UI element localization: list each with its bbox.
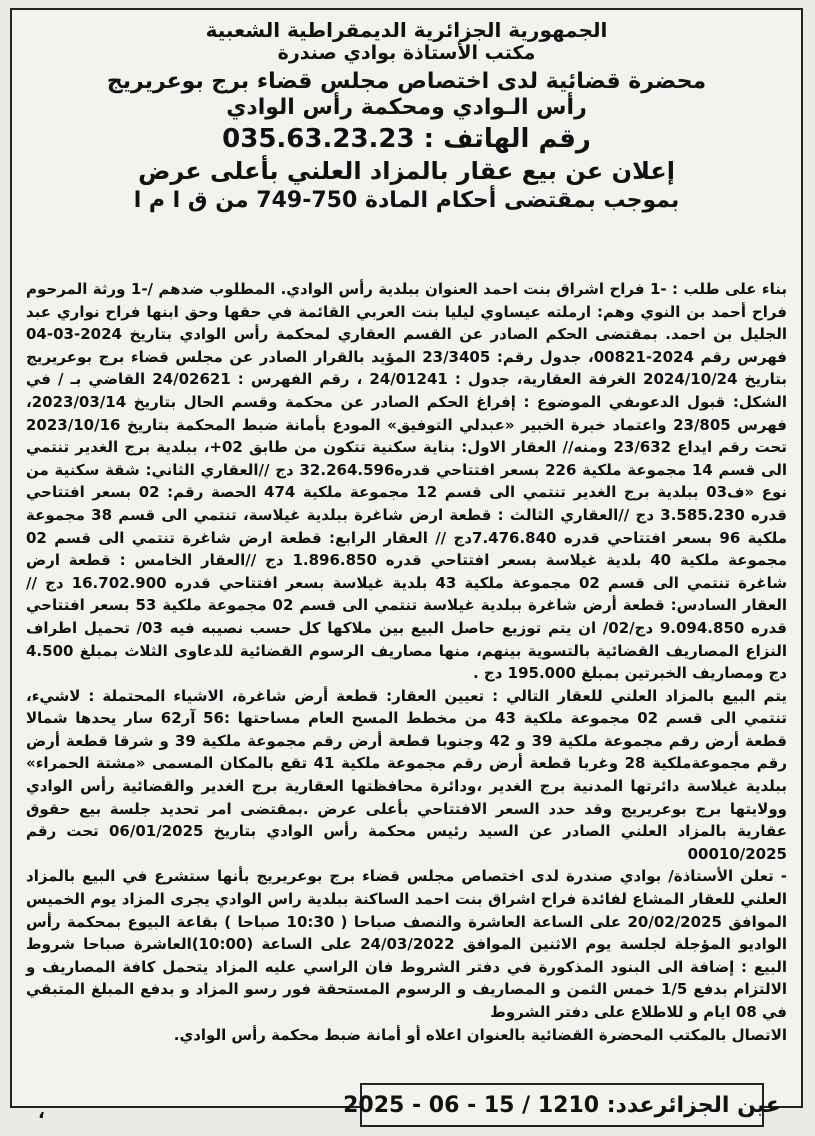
- legal-basis: بموجب بمقتضى أحكام المادة 750-749 من ق ا م ا: [133, 187, 680, 213]
- announcement-body: [26, 278, 787, 1046]
- paragraph-property: يتم البيع بالمزاد العلني للعقار التالي : تعيين العقار: قطعة أرض شاغرة، الاشياء المحتملة : لاشيء، تنتمي الى قسم 02 مجموعة ملكية 43 من مخطط المسح العام مساحتها :56 آر62 سار يحدها شمالا قطعة أرض رقم مجموعة ملكية 39 و 42 وجنوبا قطعة أرض رقم مجموعة ملكية 39 و شرقا قطعة أرض رقم مجموعةملكية 28 وغربا قطعة أرض رقم مجموعة ملكية 41 تقع بالمكان المسمى «مشتة الحمراء» ببلدية غيلاسة دائرتها المدنية برج الغدير ،ودائرة محافظتها العقارية برج الغدير والقضائية رأس الوادي وولايتها برج بوعريريج وقد حدد السعر الافتتاحي بأعلى عرض .بمقتضى امر تحديد جلسة بيع حقوق عقارية بالمزاد العلني الصادر عن السيد رئيس محكمة رأس الوادي بتاريخ 06/01/2025 تحت رقم 00010/2025: [26, 686, 787, 863]
- announcement-frame: [10, 8, 803, 1108]
- issue-number: عين الجزائرعدد: 1210 / 15 - 06 - 2025: [343, 1092, 781, 1118]
- paragraph-judgment: بناء على طلب : -1 فراح اشراق بنت احمد العنوان ببلدية رأس الوادي. المطلوب ضدهم /-1 ورثة المرحوم فراح أحمد بن النوي وهم: ارملته عيساوي ليليا بنت العربي القائمة في حقها وحق ابنها فراح نواري عبد الجليل بن احمد. بمقتضى الحكم الصادر عن القسم العقاري لمحكمة رأس الوادي بتاريخ 2024-03-04 فهرس رقم 2024-00821، جدول رقم: 23/3405 المؤيد بالقرار الصادر عن مجلس قضاء برج بوعريريج بتاريخ 2024/10/24 الغرفة العقارية، جدول : 24/01241 ، رقم الفهرس : 24/02621 القاضي بـ / في الشكل: قبول الدعوىفي الموضوع : إفراغ الحكم الصادر عن محكمة وقسم الحال بتاريخ 2023/03/14، فهرس 23/805 واعتماد خبرة الخبير «عبدلي التوفيق» المودع بأمانة ضبط المحكمة بتاريخ 2023/10/16 تحت رقم ايداع 23/632 ومنه// العقار الاول: بناية سكنية تتكون من طابق 02+، ببلدية برج الغدير تنتمي الى قسم 14 مجموعة ملكية 226 بسعر افتتاحي قدره32.264.596 دج //العقاري الثاني: شقة سكنية من نوع «ف03 ببلدية برج الغدير تنتمي الى قسم 12 مجموعة ملكية 474 الحصة رقم: 02 بسعر افتتاحي قدره 3.585.230 دج //العقاري الثالث : قطعة ارض شاغرة ببلدية غيلاسة، تنتمي الى قسم 38 مجموعة ملكية 96 بسعر افتتاحي قدره 7.476.840دج // العقار الرابع: قطعة ارض شاغرة تنتمي الى قسم 02 مجموعة ملكية 40 بلدية غيلاسة بسعر افتتاحي قدره 1.896.850 دج //العقار الخامس : قطعة ارض شاغرة تنتمي الى قسم 02 مجموعة ملكية 43 بلدية غيلاسة بسعر افتتاحي قدره 16.702.900 دج // العقار السادس: قطعة أرض شاغرة ببلدية غيلاسة تنتمي الى قسم 02 مجموعة ملكية 53 بسعر افتتاحي قدره 9.094.850 دج/02/ ان يتم توزيع حاصل البيع بين ملاكها كل حسب نصيبه فيه 03/ تحميل اطراف النزاع المصاريف القضائية بالتسوية بينهم، منها مصاريف الرسوم القضائية للدعاوى الثلاث بمبلغ 4.500 دج ومصاريف الخبرتين بمبلغ 195.000 دج .: [26, 280, 788, 683]
- header: [12, 10, 801, 214]
- phone-number: رقم الهاتف : 035.63.23.23: [222, 123, 591, 154]
- paragraph-contact: الاتصال بالمكتب المحضرة القضائية بالعنوان اعلاه أو أمانة ضبط محكمة رأس الوادي.: [173, 1025, 787, 1044]
- office-name: مكتب الأستاذة بوادي صندرة: [277, 42, 536, 64]
- announcement-title: إعلان عن بيع عقار بالمزاد العلني بأعلى عرض: [138, 156, 675, 185]
- court-name: رأس الـوادي ومحكمة رأس الوادي: [226, 95, 587, 121]
- paragraph-auction-terms: - تعلن الأستاذة/ بوادي صندرة لدى اختصاص مجلس قضاء برج بوعريريج بأنها ستشرع في البيع بالمزاد العلني للعقار المشاع لفائدة فراح اشراق بنت احمد الساكنة ببلدية راس الوادي يجرى المزاد يوم الخميس الموافق 20/02/2025 على الساعة العاشرة والنصف صباحا ( 10:30 صباحا ) بقاعة البيوع بمحكمة رأس الواديو المؤجلة لجلسة يوم الاثنين الموافق 24/03/2022 على الساعة (10:00)العاشرة صباحا شروط البيع : إضافة الى البنود المذكورة في دفتر الشروط فان الراسي عليه المزاد يتحمل كافة المصاريف و الالتزام بدفع 1/5 خمس الثمن و المصاريف و الرسوم المستحقة فور رسو المزاد و بدفع المبلغ المتبقي في 08 ايام و للاطلاع على دفتر الشروط: [26, 867, 787, 1021]
- bailiff-jurisdiction: محضرة قضائية لدى اختصاص مجلس قضاء برج بوعريريج: [106, 68, 707, 94]
- page-corner-mark: ،: [38, 1102, 45, 1123]
- issue-footer: [343, 1083, 781, 1127]
- republic-title: الجمهورية الجزائرية الديمقراطية الشعبية: [205, 18, 608, 42]
